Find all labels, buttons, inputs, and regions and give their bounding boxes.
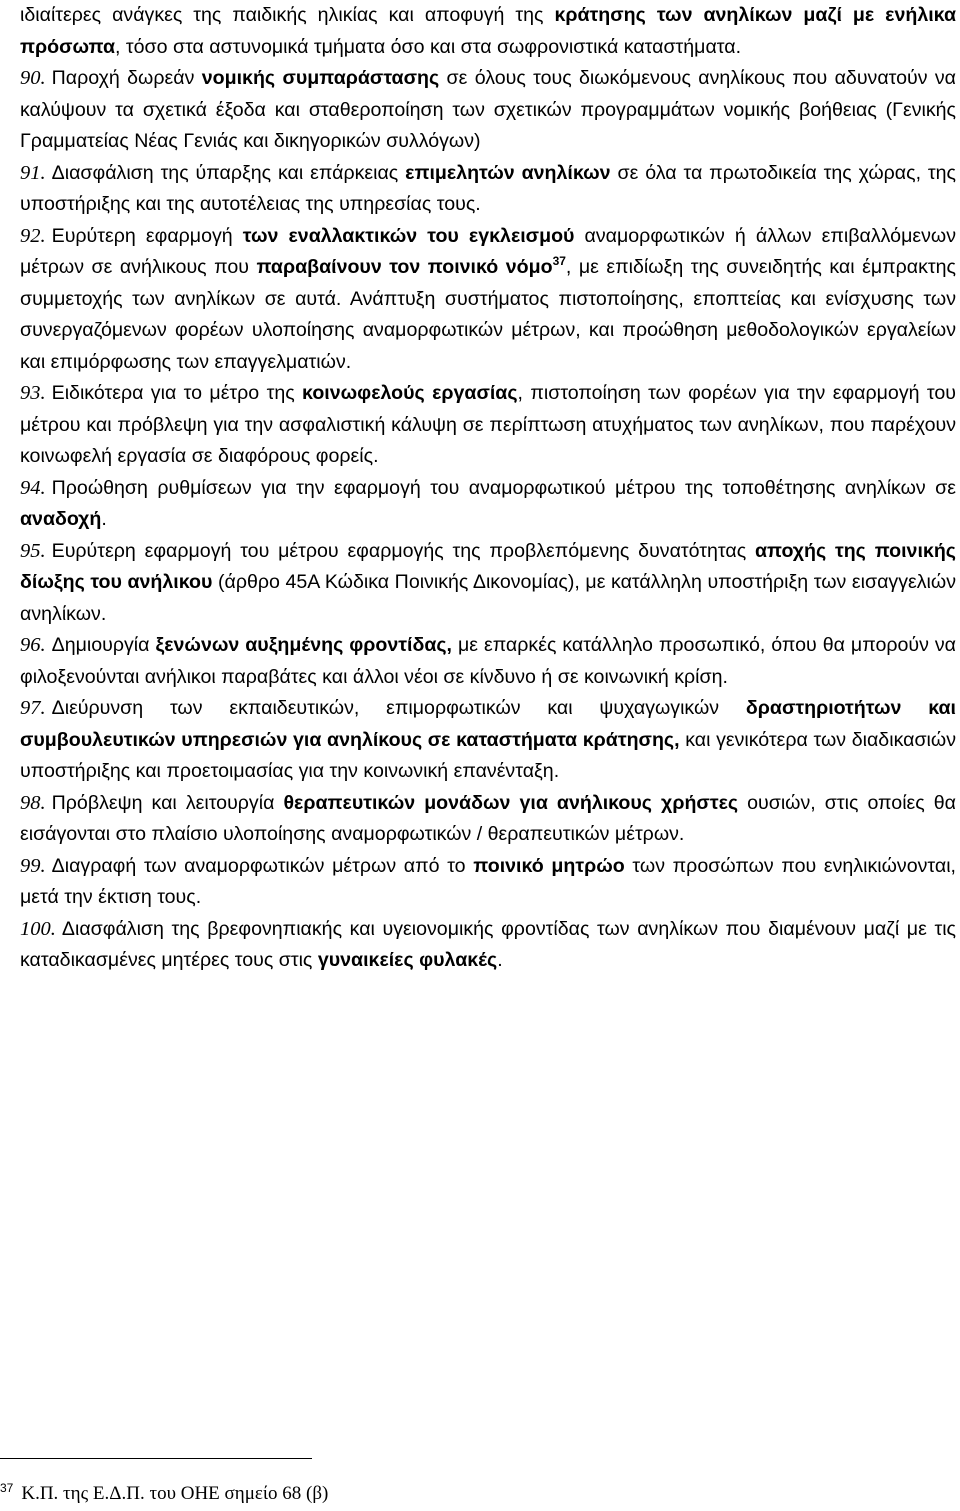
text-run: (άρθρο 45Α Κώδικα Ποινικής Δικονομίας), με κατάλληλη υποστήριξη των εισαγγελιών ανηλίκων.: [20, 571, 956, 625]
bold-text: αναδοχή: [20, 508, 102, 530]
paragraph-number: 93.: [20, 382, 46, 404]
paragraph-number: 95.: [20, 539, 46, 562]
bold-text: ξενώνων αυξημένης φροντίδας,: [155, 634, 452, 656]
text-run: Ειδικότερα για το μέτρο της: [51, 382, 303, 404]
text-run: .: [101, 508, 107, 530]
bold-text: κοινωφελούς εργασίας: [302, 382, 518, 404]
bold-text: θεραπευτικών μονάδων για ανήλικους χρήστες: [283, 791, 739, 814]
text-run: ιδιαίτερες ανάγκες της παιδικής ηλικίας και αποφυγή της: [20, 4, 555, 26]
text-run: Διαγραφή των αναμορφωτικών μέτρων από το: [51, 854, 474, 877]
bold-text: των εναλλακτικών του εγκλεισμού: [242, 224, 575, 247]
bold-text: νομικής συμπαράστασης: [201, 67, 440, 89]
paragraph-number: 99.: [20, 854, 46, 877]
text-run: Διασφάλιση της βρεφονηπιακής και υγειονομικής φροντίδας των ανηλίκων που διαμένουν μαζί με τις καταδικασμένες μητέρες τους στις: [20, 917, 956, 971]
paragraph-number: 100.: [20, 917, 56, 940]
text-run: σε όλους τους διωκόμενους ανηλίκους που αδυνατούν να καλύψουν τα σχετικά έξοδα και σταθεροποίηση των σχετικών προγραμμάτων νομικής βοήθειας (Γενικής Γραμματείας Νέας Γενιάς και δικηγορικών συλλόγων): [20, 67, 957, 152]
text-run: ουσιών, στις οποίες θα εισάγονται στο πλαίσιο υλοποίησης αναμορφωτικών / θεραπευτικών μέτρων.: [20, 791, 957, 845]
bold-text: αποχής της ποινικής δίωξης του ανήλικου: [20, 539, 956, 593]
footnote-separator: [0, 1458, 312, 1459]
bold-text: δραστηριοτήτων και συμβουλευτικών υπηρεσιών για ανηλίκους σε καταστήματα κράτησης,: [20, 697, 956, 751]
paragraph: [20, 158, 956, 221]
text-run: αναμορφωτικών ή άλλων επιβαλλόμενων μέτρων σε ανήλικους που: [20, 224, 956, 278]
paragraph: [20, 378, 956, 473]
text-run: Διεύρυνση των εκπαιδευτικών, επιμορφωτικών και ψυχαγωγικών: [51, 697, 746, 719]
footnote-text: Κ.Π. της Ε.Δ.Π. του ΟΗΕ σημείο 68 (β): [21, 1483, 329, 1504]
paragraph: [20, 788, 956, 851]
text-run: Δημιουργία: [51, 634, 156, 656]
paragraph: [20, 693, 956, 788]
paragraph-number: 98.: [20, 791, 46, 814]
paragraph-number: 90.: [20, 67, 46, 89]
paragraph-number: 97.: [20, 697, 46, 719]
text-run: , πιστοποίηση των φορέων για την εφαρμογή του μέτρου και πρόβλεψη για την ασφαλιστική κάλυψη σε περίπτωση ατυχήματος των ανηλίκων, που παρέχουν κοινωφελή εργασία σε διαφόρους φορείς.: [20, 382, 956, 467]
document-body: [20, 0, 956, 977]
paragraph: [20, 473, 956, 536]
text-run: Διασφάλιση της ύπαρξης και επάρκειας: [51, 161, 406, 184]
bold-text: παραβαίνουν τον ποινικό νόμο: [256, 256, 553, 278]
text-run: Προώθηση ρυθμίσεων για την εφαρμογή του αναμορφωτικού μέτρου της τοποθέτησης ανηλίκων σε: [51, 476, 956, 499]
text-run: Παροχή δωρεάν: [51, 67, 202, 89]
footnote-mark: 37: [0, 1481, 14, 1495]
paragraph-number: 96.: [20, 634, 46, 656]
paragraph: [20, 851, 956, 914]
paragraph-number: 94.: [20, 476, 46, 499]
paragraph: [20, 914, 956, 977]
text-run: , τόσο στα αστυνομικά τμήματα όσο και στα σωφρονιστικά καταστήματα.: [115, 35, 742, 58]
text-run: Ευρύτερη εφαρμογή του μέτρου εφαρμογής της προβλεπόμενης δυνατότητας: [51, 539, 755, 562]
bold-text: κράτησης των ανηλίκων μαζί με ενήλικα πρόσωπα: [20, 4, 956, 58]
text-run: με επαρκές κατάλληλο προσωπικό, όπου θα μπορούν να φιλοξενούνται ανήλικοι παραβάτες και άλλοι νέοι σε κίνδυνο ή σε κοινωνική κρίση.: [20, 634, 956, 688]
text-run: Πρόβλεψη και λειτουργία: [51, 791, 284, 814]
text-run: και γενικότερα των διαδικασιών υποστήριξης και προετοιμασίας για την κοινωνική επανένταξη.: [20, 728, 956, 782]
text-run: .: [497, 949, 503, 971]
text-run: σε όλα τα πρωτοδικεία της χώρας, της υποστήριξης και της αυτοτέλειας της υπηρεσίας τους.: [20, 161, 956, 215]
paragraph-number: 92.: [20, 224, 46, 247]
paragraph-number: 91.: [20, 161, 46, 184]
bold-text: ποινικό μητρώο: [473, 854, 625, 877]
bold-text: επιμελητών ανηλίκων: [405, 161, 611, 184]
text-run: των προσώπων που ενηλικιώνονται, μετά την έκτιση τους.: [20, 854, 956, 908]
paragraph: [20, 63, 956, 158]
bold-text: γυναικείες φυλακές: [317, 949, 498, 971]
text-run: , με επιδίωξη της συνειδητής και έμπρακτης συμμετοχής των ανηλίκων σε αυτά. Ανάπτυξη συστήματος πιστοποίησης, εποπτείας και ενίσχυσης των συνεργαζόμενων φορέων υλοποίησης αναμορφωτικών μέτρων, και προώθηση μεθοδολογικών εργαλείων και επιμόρφωσης των επαγγελματιών.: [20, 256, 956, 373]
footnote-reference: 37: [552, 254, 566, 268]
footnote: [0, 1482, 328, 1506]
paragraph: [20, 0, 956, 63]
paragraph: [20, 221, 956, 379]
paragraph: [20, 536, 956, 631]
text-run: Ευρύτερη εφαρμογή: [51, 224, 243, 247]
paragraph: [20, 630, 956, 693]
